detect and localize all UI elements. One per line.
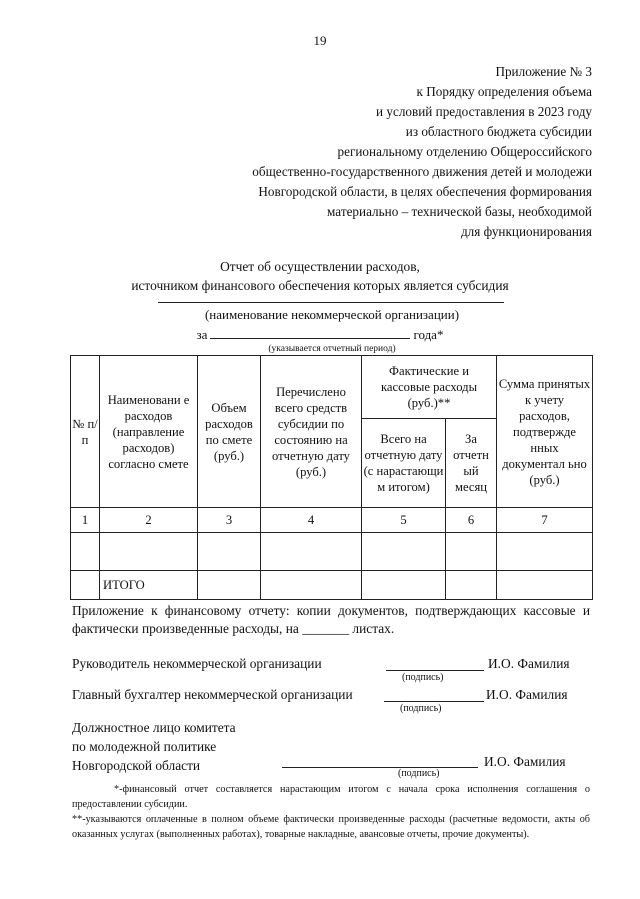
appendix-line: к Порядку определения объема — [416, 84, 592, 99]
table-cell — [362, 571, 446, 600]
chief-accountant-signature-line — [384, 701, 484, 702]
footnote-1: *-финансовый отчет составляется нарастающим итогом с начала срока исполнения соглашения о предоставлении субсидии. — [72, 784, 590, 810]
period-prefix: за — [196, 327, 208, 342]
table-cell — [497, 533, 593, 571]
appendix-line: и условий предоставления в 2023 году — [376, 104, 592, 119]
header-col-no: № п/п — [71, 356, 100, 508]
org-name-blank-line — [158, 302, 504, 303]
total-label: ИТОГО — [100, 571, 198, 600]
appendix-line: региональному отделению Общероссийского — [337, 144, 592, 159]
table-cell: 5 — [362, 508, 446, 533]
appendix-line: для функционирования — [460, 224, 592, 239]
table-cell — [100, 533, 198, 571]
appendix-line: Приложение № 3 — [495, 64, 592, 79]
table-cell — [198, 533, 261, 571]
table-cell: 2 — [100, 508, 198, 533]
official-label-line1: Должностное лицо комитета — [72, 720, 236, 735]
table-cell — [261, 533, 362, 571]
period-line — [0, 326, 640, 343]
table-cell: 4 — [261, 508, 362, 533]
official-signature-caption: (подпись) — [398, 768, 440, 779]
official-label-line3: Новгородской области — [72, 758, 201, 773]
head-signature-line — [386, 670, 484, 671]
header-col-name: Наименовани е расходов (направление расходов) согласно смете — [100, 356, 198, 508]
official-label — [72, 718, 236, 775]
appendix-header — [252, 62, 592, 242]
header-col-actual-group: Фактические и кассовые расходы (руб.)** — [362, 356, 497, 419]
official-label-line2: по молодежной политике — [72, 739, 217, 754]
table-total-row — [71, 571, 593, 600]
table-cell — [71, 533, 100, 571]
official-signature-line — [282, 767, 478, 768]
table-number-row — [71, 508, 593, 533]
table-cell: 3 — [198, 508, 261, 533]
table-cell — [497, 571, 593, 600]
footnotes — [72, 782, 590, 842]
table-header-row — [71, 356, 593, 419]
header-col-actual-total: Всего на отчетную дату (с нарастающи м итогом) — [362, 419, 446, 508]
table-cell: 1 — [71, 508, 100, 533]
period-blank — [210, 326, 410, 339]
chief-accountant-signature-caption: (подпись) — [400, 703, 442, 714]
org-name-caption: (наименование некоммерческой организации) — [204, 307, 460, 322]
table-row — [71, 533, 593, 571]
chief-accountant-label: Главный бухгалтер некоммерческой организации — [72, 687, 353, 702]
head-name: И.О. Фамилия — [488, 656, 570, 671]
table-cell — [71, 571, 100, 600]
header-col-accepted: Сумма принятых к учету расходов, подтвержде нных документал ьно (руб.) — [497, 356, 593, 508]
head-label: Руководитель некоммерческой организации — [72, 656, 322, 671]
appendix-line: материально – технической базы, необходимой — [327, 204, 592, 219]
table-cell — [446, 533, 497, 571]
table-cell — [362, 533, 446, 571]
attachment-note: Приложение к финансовому отчету: копии документов, подтверждающих кассовые и фактически произведенные расходы, на _______ листах. — [72, 603, 590, 636]
footnote-2: **-указываются оплаченные в полном объеме фактически произведенные расходы (расчетные ведомости, акты об оказанных услугах (выполненных работах), товарные накладные, авансовые отчеты, прочие документы). — [72, 814, 590, 840]
header-col-volume: Объем расходов по смете (руб.) — [198, 356, 261, 508]
appendix-line: общественно-государственного движения детей и молодежи — [252, 164, 592, 179]
table-cell: 6 — [446, 508, 497, 533]
table-cell — [446, 571, 497, 600]
head-signature-caption: (подпись) — [402, 672, 444, 683]
page-number: 19 — [313, 33, 327, 48]
appendix-line: Новгородской области, в целях обеспечения формирования — [258, 184, 592, 199]
period-suffix: года* — [413, 327, 444, 342]
table-cell — [261, 571, 362, 600]
report-title-line1: Отчет об осуществлении расходов, — [220, 259, 420, 274]
report-title — [0, 257, 640, 295]
official-name: И.О. Фамилия — [484, 754, 566, 769]
period-caption: (указывается отчетный период) — [268, 344, 396, 354]
header-col-actual-month: За отчетн ый месяц — [446, 419, 497, 508]
chief-accountant-name: И.О. Фамилия — [486, 687, 568, 702]
header-col-transferred: Перечислено всего средств субсидии по состоянию на отчетную дату (руб.) — [261, 356, 362, 508]
table-cell — [198, 571, 261, 600]
report-title-line2: источником финансового обеспечения которых является субсидия — [131, 278, 509, 293]
appendix-line: из областного бюджета субсидии — [405, 124, 592, 139]
table-cell: 7 — [497, 508, 593, 533]
report-table — [70, 355, 593, 600]
